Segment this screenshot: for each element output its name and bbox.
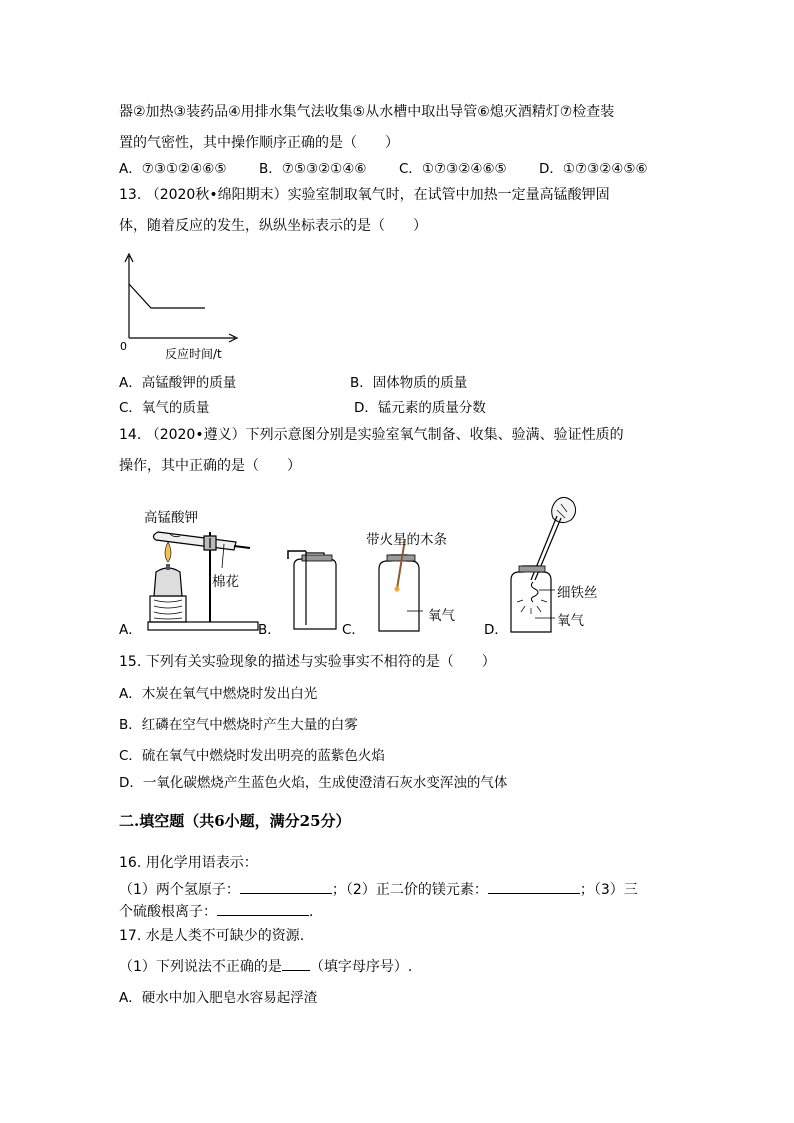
q13-option-b: B．固体物质的质量 (350, 375, 468, 391)
q15-option-b: B．红磷在空气中燃烧时产生大量的白雾 (119, 717, 358, 733)
q16-line3 (119, 901, 313, 922)
q16-blank2[interactable] (488, 879, 580, 894)
q14-d-wire-label: 细铁丝 (557, 585, 598, 601)
q12-option-b: B．⑦⑤③②①④⑥ (259, 161, 367, 177)
q14-c-gas-label: 氧气 (428, 608, 455, 624)
q14-option-c: C． (342, 622, 365, 638)
clamp (204, 536, 216, 550)
q12-option-c: C．①⑦③②④⑥⑤ (399, 161, 507, 177)
q17-sub1-suffix: （填字母序号）. (309, 959, 413, 975)
q14-option-d: D． (484, 622, 508, 638)
alcohol-lamp (154, 568, 182, 596)
q12-option-d: D．①⑦③②④⑤⑥ (539, 161, 648, 177)
q16-blank1[interactable] (240, 879, 332, 894)
q16-part4-label: 个硫酸根离子： (119, 904, 217, 920)
bottle-b (294, 553, 336, 629)
stand-base (148, 622, 258, 630)
q14-c-splint-label: 带火星的木条 (366, 532, 447, 548)
bottle-c (379, 555, 419, 631)
q13-option-a: A．高锰酸钾的质量 (119, 375, 237, 391)
q16-part5-label: . (309, 904, 314, 920)
q12-line1: 器②加热③装药品④用排水集气法收集⑤从水槽中取出导管⑥熄灭酒精灯⑦检查装 (119, 104, 615, 120)
q13-option-d: D．锰元素的质量分数 (354, 400, 486, 416)
q17-sub1-label: （1）下列说法不正确的是 (119, 959, 282, 975)
q16-part1-label: （1）两个氢原子： (119, 882, 240, 898)
q16-part2-label: ；（2）正二价的镁元素： (331, 882, 488, 898)
q14-line1: 14. （2020•遵义）下列示意图分别是实验室氧气制备、收集、验满、验证性质的 (119, 427, 624, 443)
q14-d-gas-label: 氧气 (557, 613, 584, 629)
q14-option-b: B． (258, 622, 281, 638)
q13-graph (115, 250, 245, 350)
q13-option-c: C．氧气的质量 (119, 400, 210, 416)
q14-a-cotton-label: 棉花 (212, 574, 239, 590)
q12-option-a: A．⑦③①②④⑥⑤ (119, 161, 227, 177)
q15-option-d: D．一氧化碳燃烧产生蓝色火焰，生成使澄清石灰水变浑浊的气体 (119, 775, 508, 791)
q16-stem: 16. 用化学用语表示： (119, 855, 258, 871)
q15-option-c: C．硫在氧气中燃烧时发出明亮的蓝紫色火焰 (119, 748, 385, 764)
q16-part3-label: ；（3）三 (579, 882, 638, 898)
ember (395, 587, 400, 592)
q13-curve (129, 284, 205, 308)
flame (165, 542, 171, 562)
sparks (517, 600, 547, 614)
q14-option-a: A． (119, 622, 142, 638)
q13-line1: 13. （2020秋•绵阳期末）实验室制取氧气时，在试管中加热一定量高锰酸钾固 (119, 187, 610, 203)
iron-wire (531, 582, 538, 602)
q12-line2: 置的气密性，其中操作顺序正确的是（ ） (119, 135, 399, 151)
q15-stem: 15. 下列有关实验现象的描述与实验事实不相符的是（ ） (119, 654, 496, 670)
q14-apparatus-b (284, 545, 344, 635)
q14-apparatus-c (375, 545, 435, 635)
q14-a-reagent-label: 高锰酸钾 (144, 510, 198, 526)
q17-option-a: A．硬水中加入肥皂水容易起浮渣 (119, 990, 318, 1006)
q16-blank3[interactable] (217, 901, 309, 916)
q13-origin-label: 0 (120, 340, 127, 353)
q16-line2 (119, 879, 638, 900)
q17-blank1[interactable] (282, 956, 310, 971)
q17-stem: 17. 水是人类不可缺少的资源. (119, 928, 305, 944)
section-2-title: 二.填空题（共6小题，满分25分） (119, 812, 351, 830)
q13-line2: 体，随着反应的发生，纵纵坐标表示的是（ ） (119, 218, 427, 234)
q17-sub1 (119, 956, 412, 977)
q13-x-label: 反应时间/t (165, 347, 222, 361)
q15-option-a: A．木炭在氧气中燃烧时发出白光 (119, 686, 318, 702)
delivery-tube (234, 546, 250, 548)
q14-line2: 操作，其中正确的是（ ） (119, 458, 301, 474)
